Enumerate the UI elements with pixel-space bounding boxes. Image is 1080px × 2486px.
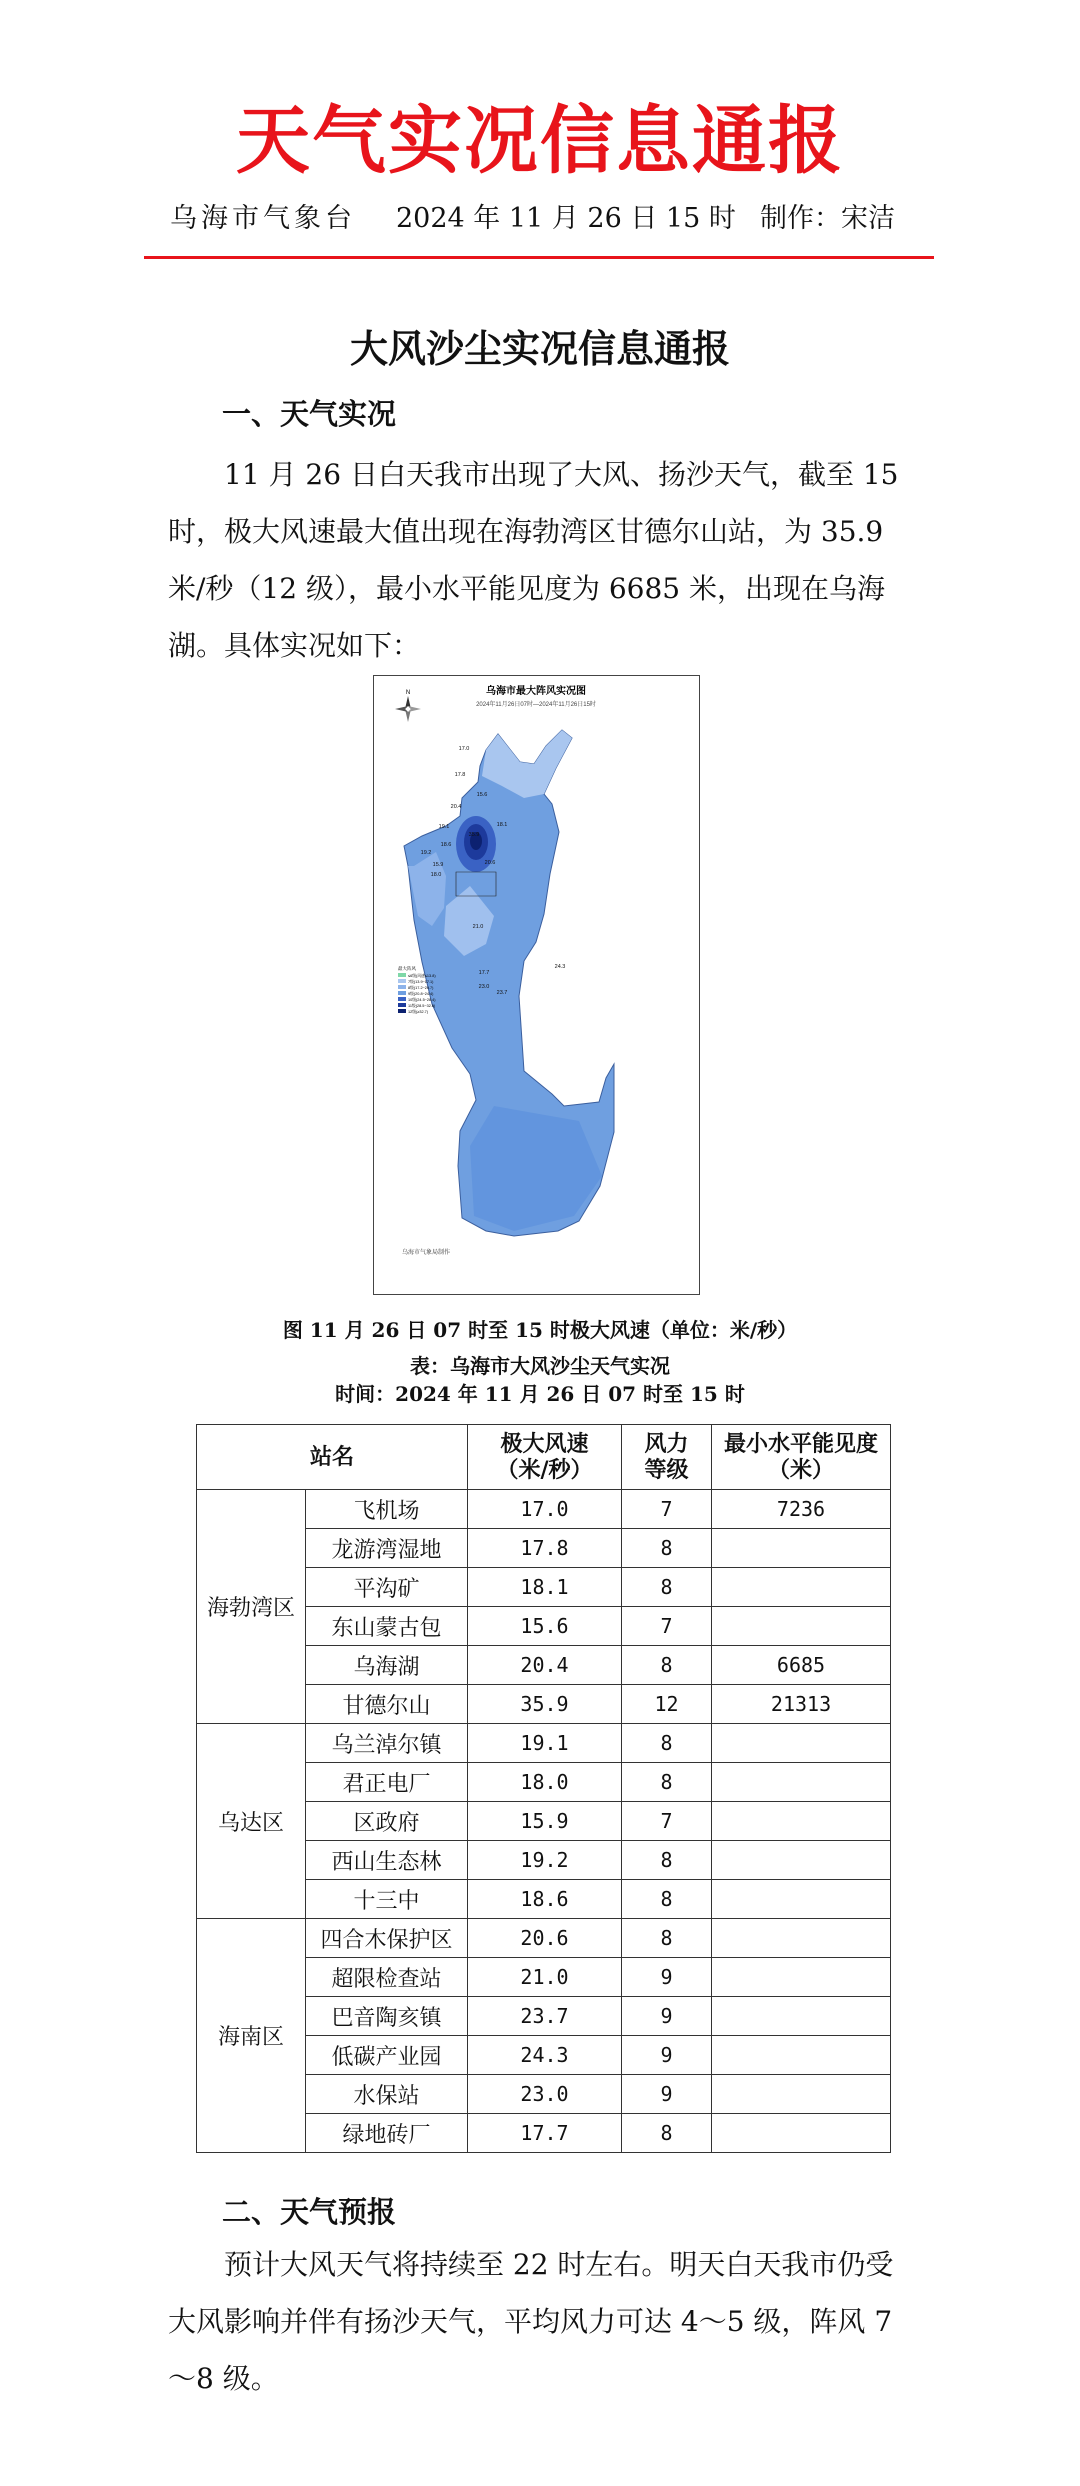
map-credit: 乌海市气象局制作 <box>402 1250 451 1256</box>
figure-caption: 图 11 月 26 日 07 时至 15 时极大风速（单位：米/秒） <box>282 1318 798 1342</box>
station-cell: 四合木保护区 <box>306 1919 468 1958</box>
district-cell: 乌达区 <box>197 1724 306 1919</box>
gust-cell: 17.8 <box>468 1529 622 1568</box>
map-value: 23.0 <box>478 984 490 990</box>
observation-paragraph <box>168 446 918 674</box>
station-cell: 区政府 <box>306 1802 468 1841</box>
level-cell: 8 <box>622 1763 712 1802</box>
gust-cell: 23.7 <box>468 1997 622 2036</box>
visibility-cell <box>712 2114 891 2153</box>
gust-cell: 15.6 <box>468 1607 622 1646</box>
visibility-cell <box>712 1529 891 1568</box>
col-gust <box>468 1425 622 1490</box>
visibility-cell <box>712 1763 891 1802</box>
gust-cell: 17.0 <box>468 1490 622 1529</box>
station-cell: 乌兰淖尔镇 <box>306 1724 468 1763</box>
station-cell: 水保站 <box>306 2075 468 2114</box>
level-cell: 9 <box>622 1997 712 2036</box>
svg-text:N: N <box>405 690 411 696</box>
visibility-cell <box>712 1724 891 1763</box>
compass-icon <box>395 690 421 722</box>
gust-cell: 18.1 <box>468 1568 622 1607</box>
visibility-cell <box>712 1802 891 1841</box>
gust-cell: 20.6 <box>468 1919 622 1958</box>
map-value: 17.0 <box>458 746 470 752</box>
visibility-cell <box>712 1568 891 1607</box>
col-level-label: 风力 <box>644 1431 689 1457</box>
station-cell: 平沟矿 <box>306 1568 468 1607</box>
station-cell: 超限检查站 <box>306 1958 468 1997</box>
table-row <box>197 1490 891 1529</box>
level-cell: 8 <box>622 1646 712 1685</box>
legend-item: 10级(24.5~28.4) <box>408 998 436 1002</box>
map-value: 18.0 <box>430 872 442 878</box>
gust-cell: 18.6 <box>468 1880 622 1919</box>
level-cell: 8 <box>622 1724 712 1763</box>
section-heading-observation: 一、天气实况 <box>222 397 397 431</box>
level-cell: 8 <box>622 1529 712 1568</box>
map-value: 20.6 <box>484 860 496 866</box>
level-cell: 8 <box>622 1919 712 1958</box>
gust-cell: 20.4 <box>468 1646 622 1685</box>
visibility-cell <box>712 2036 891 2075</box>
map-value: 17.7 <box>478 970 490 976</box>
legend-item: 8级(17.2~20.7) <box>408 986 434 990</box>
gust-cell: 15.9 <box>468 1802 622 1841</box>
forecast-paragraph <box>168 2236 918 2407</box>
level-cell: 7 <box>622 1802 712 1841</box>
wind-map <box>374 676 699 1294</box>
table-time: 时间：2024 年 11 月 26 日 07 时至 15 时 <box>335 1382 745 1406</box>
bulletin-title: 天气实况信息通报 <box>236 98 844 184</box>
table-header-row <box>197 1425 891 1490</box>
legend-item: ≤6级(风速≤13.8) <box>408 974 436 978</box>
level-cell: 12 <box>622 1685 712 1724</box>
legend-item: 11级(28.5~32.6) <box>408 1004 436 1008</box>
level-cell: 8 <box>622 1841 712 1880</box>
station-cell: 十三中 <box>306 1880 468 1919</box>
level-cell: 8 <box>622 1880 712 1919</box>
station-cell: 绿地砖厂 <box>306 2114 468 2153</box>
level-cell: 8 <box>622 1568 712 1607</box>
wind-map-figure <box>373 675 700 1295</box>
visibility-cell <box>712 1607 891 1646</box>
col-station: 站名 <box>197 1425 468 1490</box>
issuing-org: 乌海市气象台 <box>170 203 356 234</box>
map-value: 19.2 <box>420 850 432 856</box>
legend-title: 最大阵风 <box>398 966 416 971</box>
col-level-label2: 等级 <box>644 1457 689 1483</box>
gust-cell: 19.1 <box>468 1724 622 1763</box>
legend-item: 9级(20.8~24.4) <box>408 992 434 996</box>
level-cell: 9 <box>622 2036 712 2075</box>
observation-text: 11 月 26 日白天我市出现了大风、扬沙天气，截至 15 时，极大风速最大值出现在海勃湾区甘德尔山站，为 35.9 米/秒（12 级），最小水平能见度为 6685 米，出现在乌海湖。具体实况如下： <box>168 458 899 662</box>
map-value: 23.7 <box>496 990 508 996</box>
station-cell: 甘德尔山 <box>306 1685 468 1724</box>
section-heading-forecast: 二、天气预报 <box>222 2195 397 2229</box>
visibility-cell: 6685 <box>712 1646 891 1685</box>
col-vis-label: 最小水平能见度 <box>724 1431 879 1457</box>
legend-item: 7级(13.9~17.1) <box>408 980 434 984</box>
level-cell: 9 <box>622 2075 712 2114</box>
table-title: 表：乌海市大风沙尘天气实况 <box>410 1354 670 1378</box>
col-vis-unit: （米） <box>768 1457 835 1483</box>
author: 制作：宋洁 <box>760 203 895 234</box>
map-value: 35.9 <box>468 832 480 838</box>
report-subtitle: 大风沙尘实况信息通报 <box>349 326 730 371</box>
map-value: 20.4 <box>450 804 462 810</box>
visibility-cell <box>712 1997 891 2036</box>
table-row <box>197 1919 891 1958</box>
level-cell: 7 <box>622 1607 712 1646</box>
station-cell: 飞机场 <box>306 1490 468 1529</box>
issue-info <box>0 196 1080 232</box>
station-cell: 东山蒙古包 <box>306 1607 468 1646</box>
col-visibility <box>712 1425 891 1490</box>
level-cell: 9 <box>622 1958 712 1997</box>
gust-cell: 35.9 <box>468 1685 622 1724</box>
gust-cell: 17.7 <box>468 2114 622 2153</box>
district-cell: 海勃湾区 <box>197 1490 306 1724</box>
station-cell: 乌海湖 <box>306 1646 468 1685</box>
station-cell: 龙游湾湿地 <box>306 1529 468 1568</box>
map-value: 15.6 <box>476 792 488 798</box>
visibility-cell <box>712 1958 891 1997</box>
visibility-cell: 7236 <box>712 1490 891 1529</box>
map-value: 19.1 <box>438 824 450 830</box>
station-cell: 西山生态林 <box>306 1841 468 1880</box>
station-cell: 巴音陶亥镇 <box>306 1997 468 2036</box>
table-row <box>197 1724 891 1763</box>
wind-observation-table <box>196 1424 891 2153</box>
map-value: 15.9 <box>432 862 444 868</box>
map-title: 乌海市最大阵风实况图 <box>486 686 586 697</box>
visibility-cell <box>712 1841 891 1880</box>
issue-datetime: 2024 年 11 月 26 日 15 时 <box>396 203 736 234</box>
visibility-cell <box>712 1880 891 1919</box>
header-divider <box>144 256 934 259</box>
forecast-text: 预计大风天气将持续至 22 时左右。明天白天我市仍受大风影响并伴有扬沙天气，平均风力可达 4～5 级，阵风 7～8 级。 <box>168 2248 894 2395</box>
gust-cell: 19.2 <box>468 1841 622 1880</box>
station-cell: 君正电厂 <box>306 1763 468 1802</box>
map-value: 17.8 <box>454 772 466 778</box>
legend-item: 12级(≥32.7) <box>408 1010 429 1014</box>
gust-cell: 18.0 <box>468 1763 622 1802</box>
gust-cell: 24.3 <box>468 2036 622 2075</box>
col-gust-label: 极大风速 <box>500 1431 589 1457</box>
visibility-cell <box>712 2075 891 2114</box>
map-value: 18.6 <box>440 842 452 848</box>
col-gust-unit: （米/秒） <box>496 1457 593 1483</box>
district-cell: 海南区 <box>197 1919 306 2153</box>
map-period: 2024年11月26日07时—2024年11月26日15时 <box>476 702 596 708</box>
level-cell: 7 <box>622 1490 712 1529</box>
gust-cell: 21.0 <box>468 1958 622 1997</box>
visibility-cell: 21313 <box>712 1685 891 1724</box>
map-value: 18.1 <box>496 822 508 828</box>
col-level <box>622 1425 712 1490</box>
level-cell: 8 <box>622 2114 712 2153</box>
station-cell: 低碳产业园 <box>306 2036 468 2075</box>
map-value: 24.3 <box>554 964 566 970</box>
gust-cell: 23.0 <box>468 2075 622 2114</box>
map-value: 21.0 <box>472 924 484 930</box>
visibility-cell <box>712 1919 891 1958</box>
